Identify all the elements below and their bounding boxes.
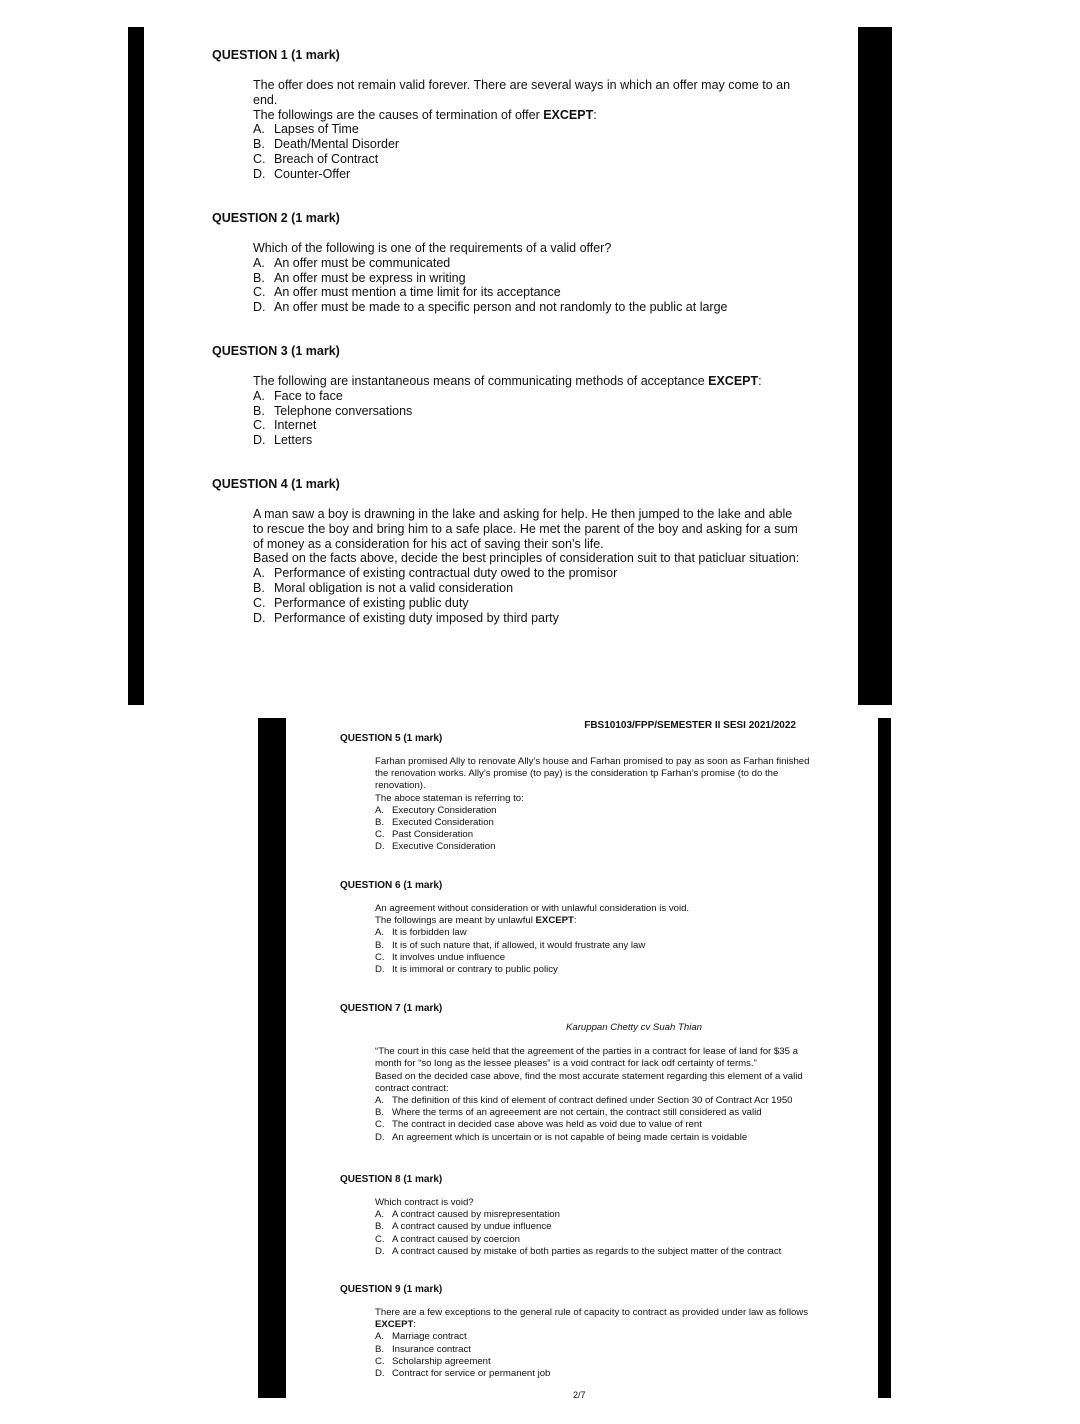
right-border-bar-top [858, 27, 892, 705]
question-body [253, 374, 801, 448]
option-b: B. Where the terms of an agreeement are not certain, the contract still considered as valid [375, 1107, 762, 1119]
question-stem: A man saw a boy is drawning in the lake and asking for help. He then jumped to the lake and able to rescue the boy and bring him to a safe place. He met the parent of the boy and asking for a sum of money as a consideration for his act of saving their son’s life. [253, 507, 798, 551]
option-c: C. Internet [253, 418, 317, 433]
option-b: B. Executed Consideration [375, 817, 494, 829]
question-title: QUESTION 4 (1 mark) [212, 477, 340, 491]
option-a: A. Face to face [253, 388, 343, 403]
question-5 [340, 733, 830, 854]
option-c: C. Past Consideration [375, 829, 474, 841]
left-border-bar-top [128, 27, 144, 705]
question-stem: Based on the decided case above, find the most accurate statement regarding this element of a valid contract contract: [375, 1070, 803, 1094]
option-d: D. Contract for service or permanent job [375, 1368, 551, 1380]
option-a: A. Marriage contract [375, 1331, 467, 1343]
question-6 [340, 880, 830, 976]
question-title: QUESTION 7 (1 mark) [340, 1003, 443, 1014]
right-border-bar-bottom [878, 718, 891, 1398]
question-body [253, 241, 801, 315]
question-8 [340, 1174, 830, 1258]
question-body [375, 1022, 823, 1144]
question-title: QUESTION 5 (1 mark) [340, 733, 443, 744]
option-c: C. The contract in decided case above was held as void due to value of rent [375, 1119, 702, 1131]
question-stem: An agreement without consideration or with unlawful consideration is void. [375, 903, 690, 914]
question-stem: The offer does not remain valid forever. There are several ways in which an offer may come to an end. [253, 78, 791, 107]
question-body [253, 78, 801, 182]
question-body [375, 1307, 823, 1380]
option-c: C. Performance of existing public duty [253, 595, 469, 610]
question-stem: There are a few exceptions to the general rule of capacity to contract as provided under law as follows EXCEPT: [375, 1307, 809, 1331]
option-b: B. An offer must be express in writing [253, 270, 466, 285]
option-a: A. Performance of existing contractual duty owed to the promisor [253, 566, 618, 581]
question-title: QUESTION 6 (1 mark) [340, 880, 443, 891]
option-a: A. An offer must be communicated [253, 255, 451, 270]
question-title: QUESTION 3 (1 mark) [212, 344, 340, 358]
option-d: D. Performance of existing duty imposed by third party [253, 610, 559, 625]
question-stem: The following are instantaneous means of communicating methods of acceptance EXCEPT: [253, 374, 762, 388]
option-c: C. A contract caused by coercion [375, 1233, 520, 1245]
question-1 [210, 48, 810, 182]
case-name: Karuppan Chetty cv Suah Thian [566, 1022, 702, 1033]
course-code-header: FBS10103/FPP/SEMESTER II SESI 2021/2022 [584, 720, 796, 731]
question-body [375, 756, 823, 854]
option-d: D. It is immoral or contrary to public policy [375, 964, 558, 976]
option-c: C. It involves undue influence [375, 951, 506, 963]
option-d: D. An offer must be made to a specific person and not randomly to the public at large [253, 300, 728, 315]
option-a: A. It is forbidden law [375, 927, 467, 939]
option-d: D. An agreement which is uncertain or is not capable of being made certain is voidable [375, 1131, 748, 1143]
option-c: C. Scholarship agreement [375, 1355, 491, 1367]
question-stem: Based on the facts above, decide the best principles of consideration suit to that paticluar situation: [253, 551, 800, 566]
option-d: D. Letters [253, 433, 313, 448]
option-a: A. Lapses of Time [253, 122, 359, 137]
question-7 [340, 1003, 830, 1144]
question-body [375, 903, 823, 976]
question-stem: Farhan promised Ally to renovate Ally’s house and Farhan promised to pay as soon as Farhan finished the renovation works. Ally’s promise (to pay) is the consideration tp Farhan’s promise (to do the renovation). [375, 756, 810, 792]
option-c: C. An offer must mention a time limit for its acceptance [253, 285, 561, 300]
option-a: A. The definition of this kind of element of contract defined under Section 30 of Contract Acr 1950 [375, 1095, 793, 1107]
question-body [253, 507, 801, 625]
question-stem: “The court in this case held that the agreement of the parties in a contract for lease of land for $35 a month for “so long as the lessee pleases” is a void contract for lack odf certainty of terms.” [375, 1046, 798, 1070]
option-a: A. Executory Consideration [375, 804, 497, 816]
option-b: B. Telephone conversations [253, 403, 413, 418]
option-d: D. Executive Consideration [375, 841, 496, 853]
option-a: A. A contract caused by misrepresentation [375, 1209, 560, 1221]
question-stem: The followings are meant by unlawful EXCEPT: [375, 915, 577, 927]
question-stem: Which of the following is one of the requirements of a valid offer? [253, 241, 612, 255]
left-border-bar-bottom [258, 718, 286, 1398]
option-d: D. A contract caused by mistake of both parties as regards to the subject matter of the contract [375, 1245, 782, 1257]
option-b: B. Death/Mental Disorder [253, 137, 400, 152]
option-c: C. Breach of Contract [253, 151, 379, 166]
question-title: QUESTION 9 (1 mark) [340, 1284, 443, 1295]
option-b: B. It is of such nature that, if allowed, it would frustrate any law [375, 939, 646, 951]
question-stem: The aboce stateman is referring to: [375, 792, 524, 804]
question-4 [210, 477, 810, 625]
question-title: QUESTION 8 (1 mark) [340, 1174, 443, 1185]
question-body [375, 1197, 823, 1258]
page-number: 2/7 [573, 1390, 586, 1400]
question-3 [210, 344, 810, 448]
question-stem: The followings are the causes of termination of offer EXCEPT: [253, 107, 597, 122]
question-title: QUESTION 2 (1 mark) [212, 211, 340, 225]
option-d: D. Counter-Offer [253, 166, 351, 181]
question-9 [340, 1284, 830, 1380]
question-2 [210, 211, 810, 315]
question-stem: Which contract is void? [375, 1197, 474, 1208]
option-b: B. Insurance contract [375, 1343, 471, 1355]
option-b: B. Moral obligation is not a valid consideration [253, 580, 514, 595]
option-b: B. A contract caused by undue influence [375, 1221, 552, 1233]
question-title: QUESTION 1 (1 mark) [212, 48, 340, 62]
